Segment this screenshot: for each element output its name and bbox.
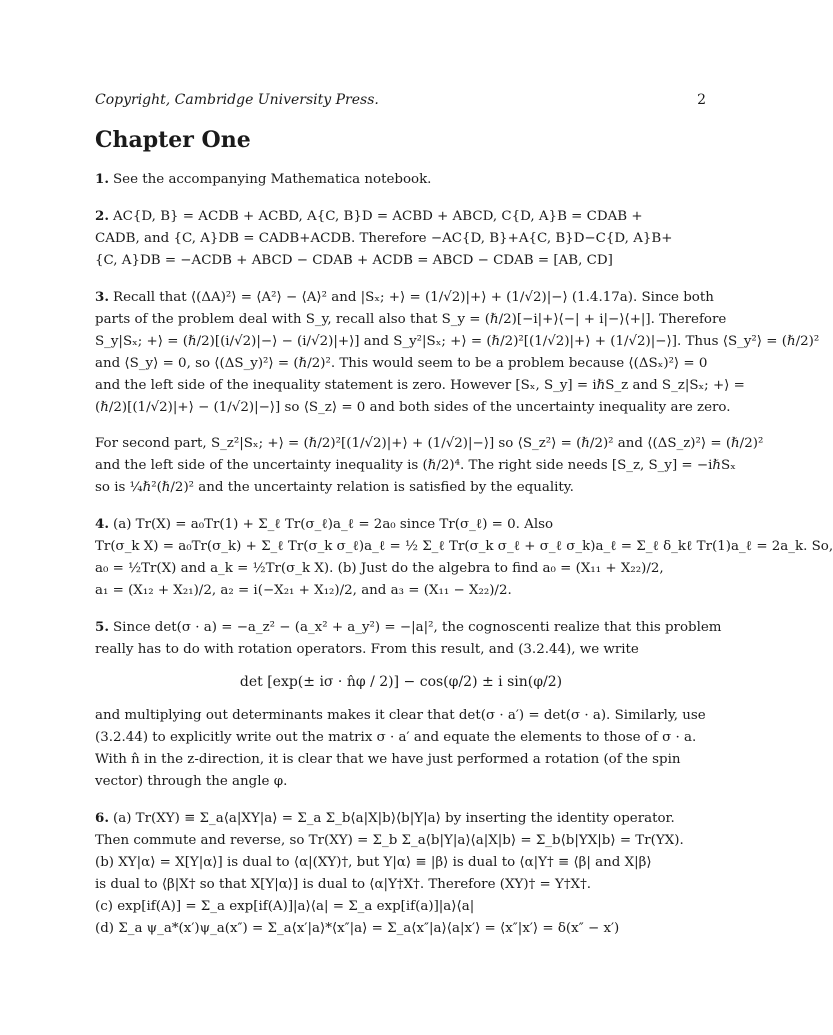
problem-text-line: (3.2.44) to explicitly write out the matrix σ · a′ and equate the elements to those of σ · a. (95, 730, 697, 745)
problem-text-line: a₁ = (X₁₂ + X₂₁)/2, a₂ = i(−X₂₁ + X₁₂)/2, and a₃ = (X₁₁ − X₂₂)/2. (95, 583, 512, 598)
problem-text-line: and ⟨S_y⟩ = 0, so ⟨(ΔS_y)²⟩ = (ℏ/2)². This would seem to be a problem because ⟨(ΔSₓ)²⟩ = 0 (95, 356, 708, 371)
problem-number: 2. (95, 208, 109, 224)
problem-text-line: is dual to ⟨β|X† so that X[Y|α⟩] is dual to ⟨α|Y†X†. Therefore (XY)† = Y†X†. (95, 877, 592, 892)
display-equation: det [exp(± iσ · n̂φ / 2)] − cos(φ/2) ± i sin(φ/2) (239, 674, 563, 690)
problem-1 (95, 168, 707, 191)
problem-number: 3. (95, 289, 109, 305)
problem-number: 5. (95, 619, 109, 635)
problem-text-line: For second part, S_z²|Sₓ; +⟩ = (ℏ/2)²[(1/√2)|+⟩ + (1/√2)|−⟩] so ⟨S_z²⟩ = (ℏ/2)² and ⟨(ΔS_z)²⟩ = (ℏ/2)² (95, 436, 764, 451)
problem-number: 1. (95, 171, 109, 187)
problem-text-line: (b) XY|α⟩ = X[Y|α⟩] is dual to ⟨α|(XY)†, but Y|α⟩ ≡ |β⟩ is dual to ⟨α|Y† ≡ ⟨β| and X|β⟩ (95, 855, 652, 870)
page-number: 2 (697, 92, 706, 108)
problem-list (95, 168, 833, 954)
problem-text-line: Recall that ⟨(ΔA)²⟩ = ⟨A²⟩ − ⟨A⟩² and |Sₓ; +⟩ = (1/√2)|+⟩ + (1/√2)|−⟩ (1.4.17a). Since both (112, 290, 714, 305)
problem-text-line: and the left side of the uncertainty inequality is (ℏ/2)⁴. The right side needs [S_z, S_y] = −iℏSₓ (95, 458, 736, 473)
problem-text-line: (c) exp[if(A)] = Σ_a exp[if(A)]|a⟩⟨a| = Σ_a exp[if(a)]|a⟩⟨a| (95, 899, 475, 914)
problem-text-line: (a) Tr(XY) ≡ Σ_a⟨a|XY|a⟩ = Σ_a Σ_b⟨a|X|b⟩⟨b|Y|a⟩ by inserting the identity operator. (112, 811, 675, 826)
problem-text-line: a₀ = ½Tr(X) and a_k = ½Tr(σ_k X). (b) Just do the algebra to find a₀ = (X₁₁ + X₂₂)/2, (95, 561, 664, 576)
copyright-notice: Copyright, Cambridge University Press. (95, 92, 379, 108)
problem-text-line: AC{D, B} = ACDB + ACBD, A{C, B}D = ACBD + ABCD, C{D, A}B = CDAB + (112, 209, 643, 224)
page-header (95, 92, 706, 108)
problem-text-line: With n̂ in the z-direction, it is clear that we have just performed a rotation (of the spin (95, 752, 681, 767)
problem-number: 4. (95, 516, 109, 532)
problem-text-line: Tr(σ_k X) = a₀Tr(σ_k) + Σ_ℓ Tr(σ_k σ_ℓ)a_ℓ = ½ Σ_ℓ Tr(σ_k σ_ℓ + σ_ℓ σ_k)a_ℓ = Σ_ℓ δ_kℓ Tr(1)a_ℓ = 2a_k. So, (95, 539, 833, 554)
problem-text-line: and multiplying out determinants makes it clear that det(σ · a′) = det(σ · a). Similarly, use (95, 708, 706, 723)
problem-text-line: (ℏ/2)[(1/√2)|+⟩ − (1/√2)|−⟩] so ⟨S_z⟩ = 0 and both sides of the uncertainty inequality are zero. (95, 400, 731, 415)
problem-text-line: S_y|Sₓ; +⟩ = (ℏ/2)[(i/√2)|−⟩ − (i/√2)|+⟩] and S_y²|Sₓ; +⟩ = (ℏ/2)²[(1/√2)|+⟩ + (1/√2)|−⟩]. Thus ⟨S_y²⟩ = (ℏ/2)² (95, 334, 820, 349)
problem-6 (95, 807, 707, 940)
problem-3 (95, 286, 820, 499)
problem-2 (95, 205, 707, 272)
problem-text-line: See the accompanying Mathematica notebook. (112, 172, 432, 187)
chapter-title: Chapter One (95, 127, 251, 153)
problem-text-line: and the left side of the inequality statement is zero. However [Sₓ, S_y] = iℏS_z and S_z|Sₓ; +⟩ = (95, 378, 745, 393)
problem-5 (95, 616, 722, 793)
problem-number: 6. (95, 810, 109, 826)
problem-text-line: parts of the problem deal with S_y, recall also that S_y = (ℏ/2)[−i|+⟩⟨−| + i|−⟩⟨+|]. Therefore (95, 312, 727, 327)
problem-text-line: vector) through the angle φ. (95, 774, 288, 789)
problem-text-line: really has to do with rotation operators. From this result, and (3.2.44), we write (95, 642, 639, 657)
problem-4 (95, 513, 833, 602)
problem-text-line: CADB, and {C, A}DB = CADB+ACDB. Therefore −AC{D, B}+A{C, B}D−C{D, A}B+ (95, 231, 673, 246)
problem-text-line: {C, A}DB = −ACDB + ABCD − CDAB + ACDB = ABCD − CDAB = [AB, CD] (95, 253, 613, 268)
problem-text-line: so is ¼ℏ²(ℏ/2)² and the uncertainty relation is satisfied by the equality. (95, 480, 574, 495)
problem-text-line: (d) Σ_a ψ_a*(x′)ψ_a(x″) = Σ_a⟨x′|a⟩*⟨x″|a⟩ = Σ_a⟨x″|a⟩⟨a|x′⟩ = ⟨x″|x′⟩ = δ(x″ − x′) (95, 921, 620, 936)
problem-text-line: (a) Tr(X) = a₀Tr(1) + Σ_ℓ Tr(σ_ℓ)a_ℓ = 2a₀ since Tr(σ_ℓ) = 0. Also (112, 517, 554, 532)
problem-text-line: Since det(σ · a) = −a_z² − (a_x² + a_y²) = −|a|², the cognoscenti realize that this problem (112, 620, 722, 635)
problem-text-line: Then commute and reverse, so Tr(XY) = Σ_b Σ_a⟨b|Y|a⟩⟨a|X|b⟩ = Σ_b⟨b|YX|b⟩ = Tr(YX). (95, 833, 684, 848)
